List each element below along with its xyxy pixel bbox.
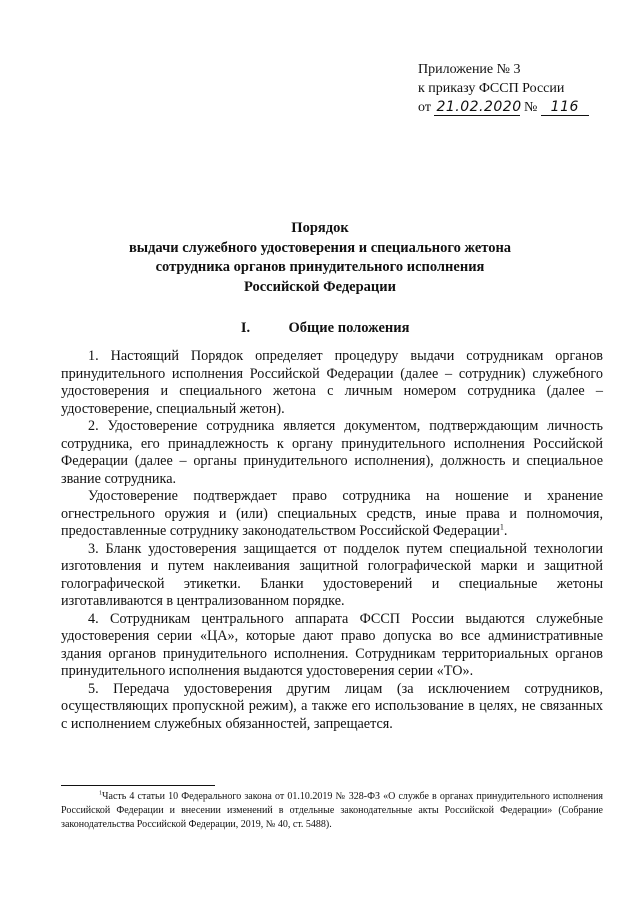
document-title xyxy=(60,219,580,297)
paragraph-6: 5. Передача удостоверения другим лицам (за исключением сотрудников, осуществляющих пропускной режим), а также его использование в целях, не связанных с исполнением служебных обязанностей, запрещается. xyxy=(61,680,603,732)
section-number: I. xyxy=(240,320,251,336)
number-label: № xyxy=(523,100,538,115)
title-line-1: Порядок xyxy=(291,220,349,236)
paragraph-5: 4. Сотрудникам центрального аппарата ФССП России выдаются служебные удостоверения серии «ЦА», которые дают право допуска во все административные здания органов принудительного исполнения. Сотрудникам территориальных органов принудительного исполнения выдаются удостоверения серии «ТО». xyxy=(61,610,603,679)
section-heading xyxy=(60,318,580,338)
footnote-mark: 1 xyxy=(99,790,102,797)
footnote-text: Часть 4 статьи 10 Федерального закона от 01.10.2019 № 328-ФЗ «О службе в органах принудительного исполнения Российской Федерации и внесении изменений в отдельные законодательные акты Российской Федерации» (Собрание законодательства Российской Федерации, 2019, № 40, ст. 5488). xyxy=(61,791,603,830)
date-prefix: от xyxy=(418,100,431,115)
paragraph-3 xyxy=(61,488,603,541)
handwritten-number: 116 xyxy=(541,100,589,116)
footnote-reference: 1 xyxy=(499,522,504,532)
appendix-date-line xyxy=(418,98,618,117)
footnote xyxy=(61,790,603,832)
document-body xyxy=(61,348,603,733)
title-line-2: выдачи служебного удостоверения и специального жетона xyxy=(128,239,512,256)
title-line-3: сотрудника органов принудительного исполнения xyxy=(155,259,485,275)
paragraph-3-end: . xyxy=(503,523,508,539)
title-line-4: Российской Федерации xyxy=(243,278,396,295)
handwritten-date: 21.02.2020 xyxy=(436,99,522,115)
paragraph-3-text: Удостоверение подтверждает право сотрудника на ношение и хранение огнестрельного оружия и (или) специальных средств, иные права и полномочия, предоставленные сотруднику законодательством Российской Федерации xyxy=(61,488,603,539)
section-title: Общие положения xyxy=(288,320,410,336)
paragraph-4: 3. Бланк удостоверения защищается от подделок путем специальной технологии изготовления и путем наклеивания защитной голографической марки и защитной голографической этикетки. Бланки удостоверений и специальные жетоны изготавливаются в централизованном порядке. xyxy=(61,540,603,609)
appendix-line-2: к приказу ФССП России xyxy=(418,81,565,96)
paragraph-1: 1. Настоящий Порядок определяет процедуру выдачи сотрудникам органов принудительного исполнения Российской Федерации (далее – сотрудник) служебного удостоверения и специального жетона с личным номером сотрудника (далее – удостоверение, специальный жетон). xyxy=(61,348,603,417)
footnote-separator xyxy=(61,785,215,786)
appendix-line-1: Приложение № 3 xyxy=(418,62,521,77)
appendix-header xyxy=(418,60,618,117)
paragraph-2: 2. Удостоверение сотрудника является документом, подтверждающим личность сотрудника, его принадлежность к органу принудительного исполнения Российской Федерации (далее – органы принудительного исполнения), должность и специальное звание сотрудника. xyxy=(61,418,603,487)
